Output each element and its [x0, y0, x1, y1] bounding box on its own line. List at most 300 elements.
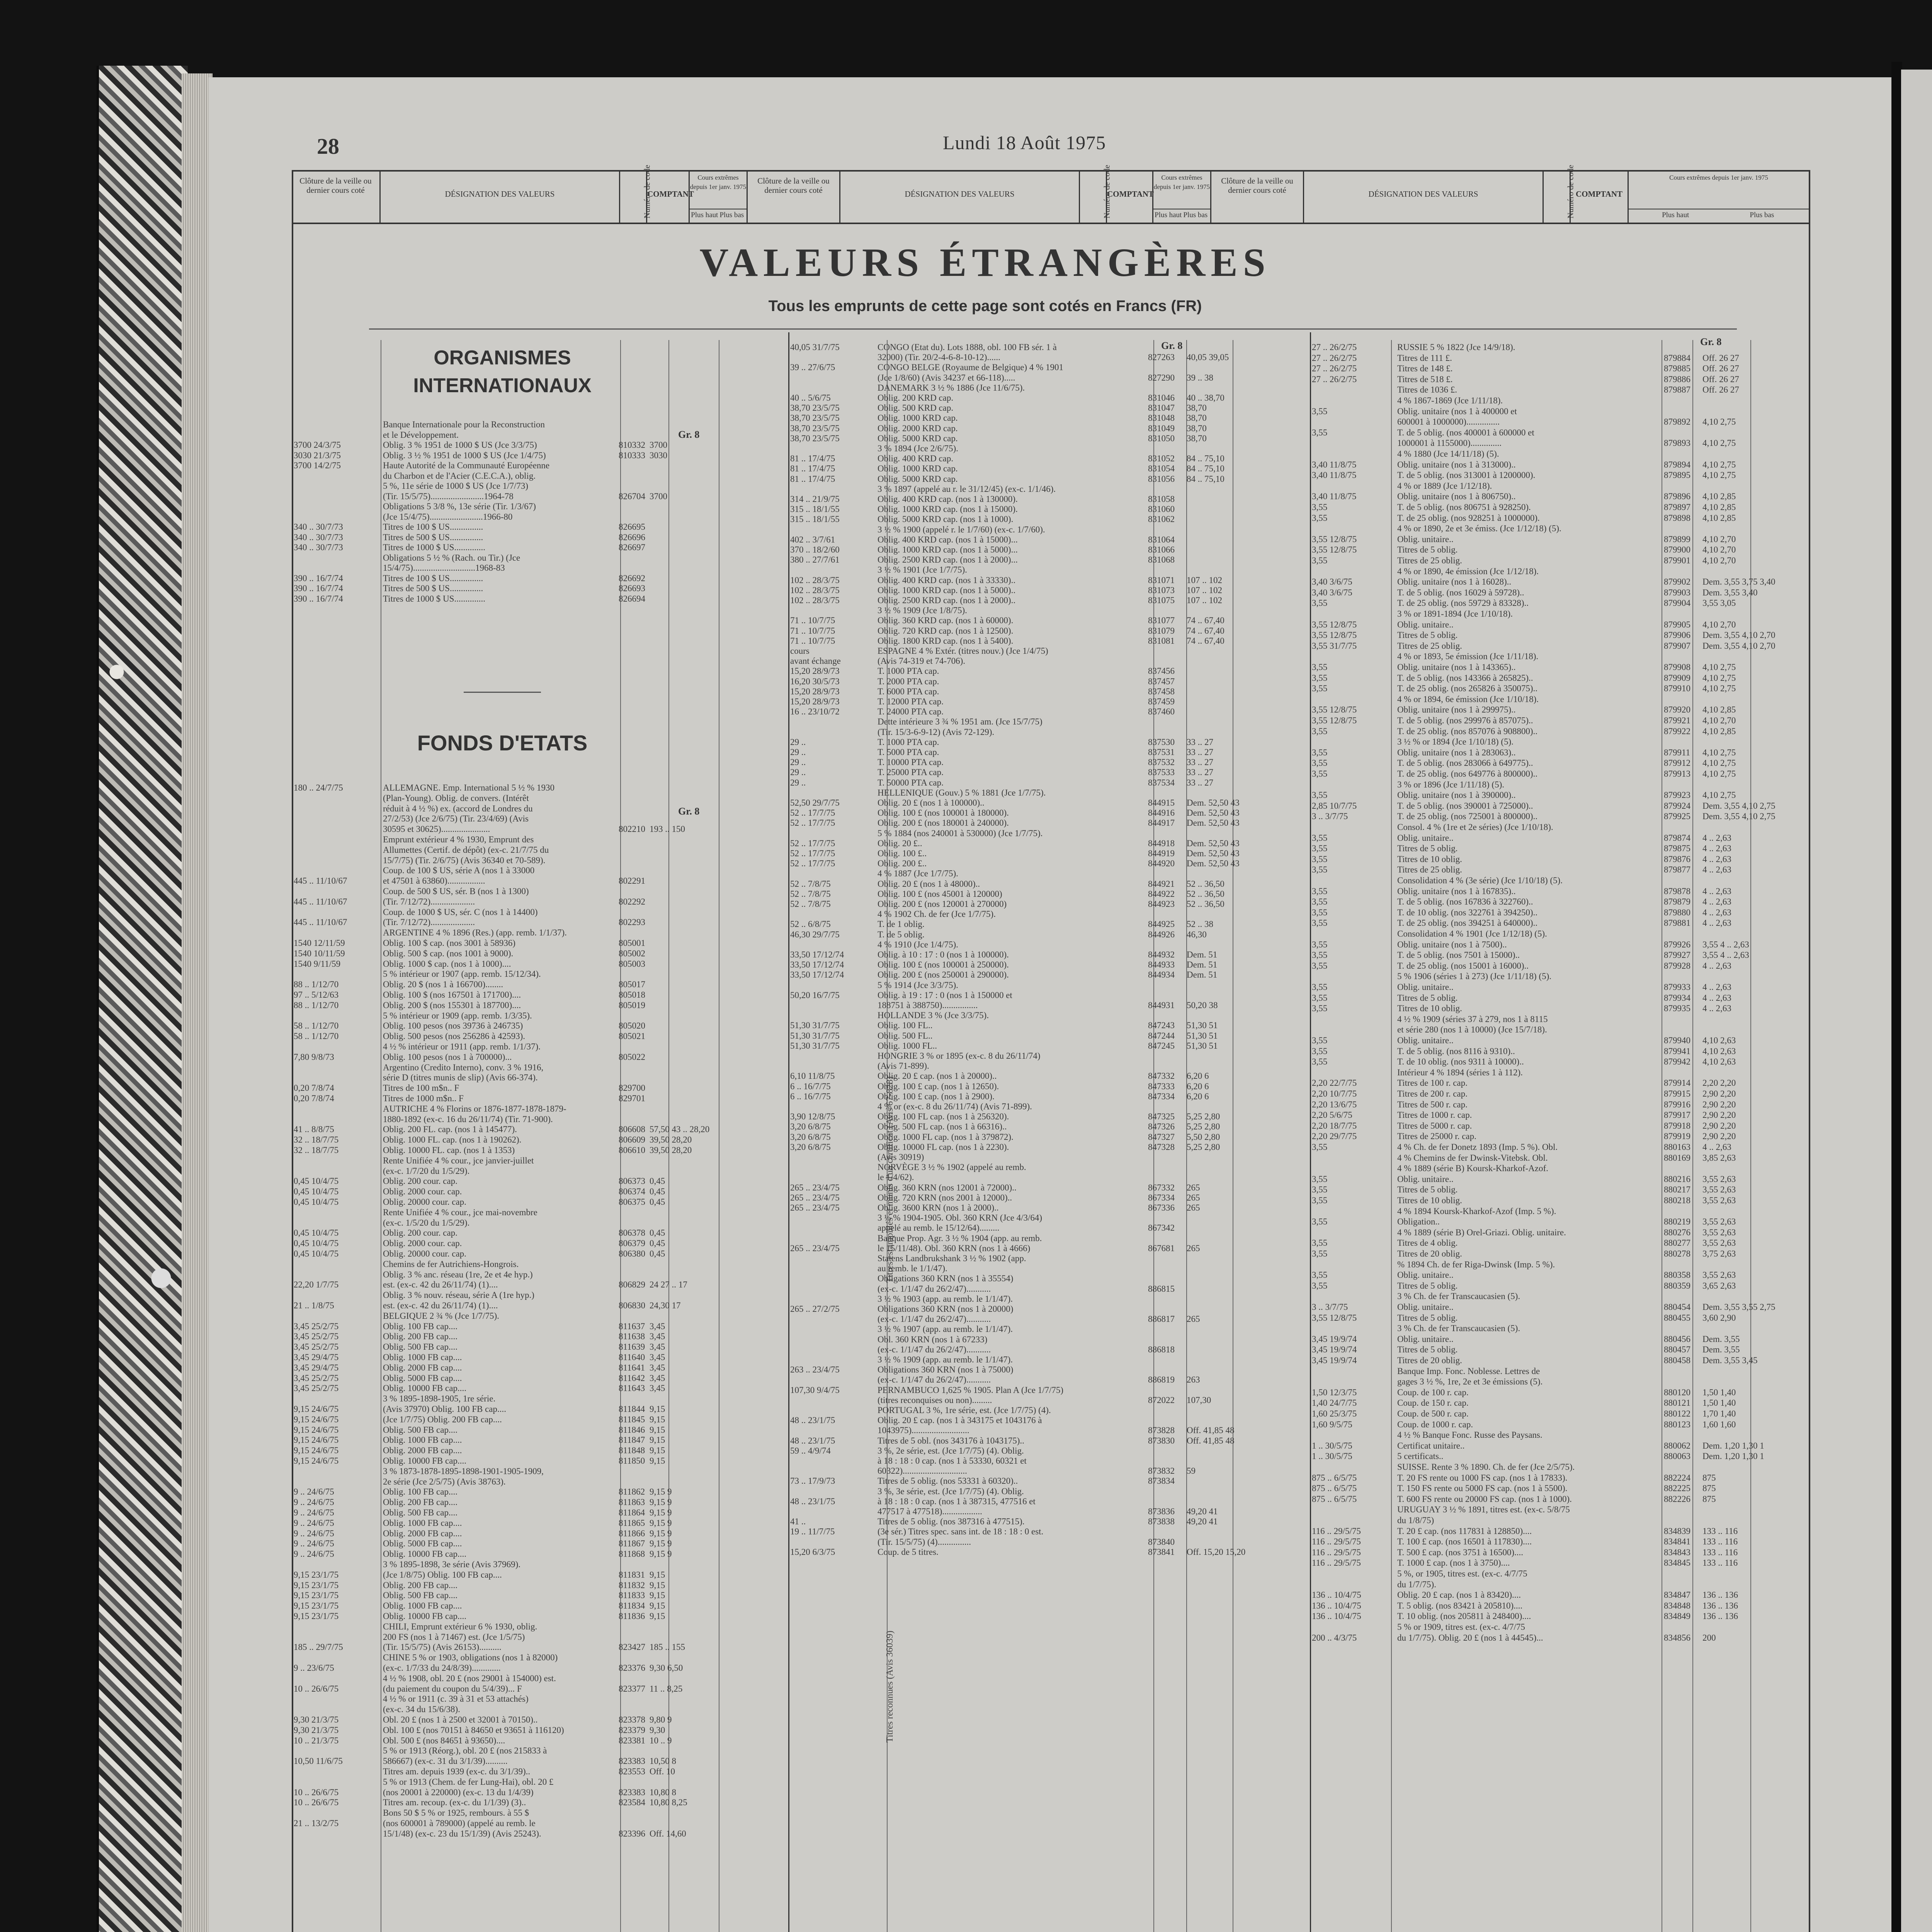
- listing-designation: Coup. de 150 r. cap.: [1397, 1398, 1469, 1408]
- listing-cloture: 3,55: [1312, 1270, 1328, 1280]
- listing-prices: Dem. 3,55 4,10 2,75: [1702, 811, 1776, 821]
- listing-prices: Off. 14,60: [650, 1828, 686, 1838]
- listing-prices: 49,20 41: [1187, 1517, 1218, 1527]
- listing-designation: Oblig. 20 £ cap. (nos 1 à 343175 et 1043176 à: [878, 1415, 1042, 1425]
- listing-prices: 9,15: [650, 1611, 665, 1621]
- listing-code: 879924: [1664, 801, 1690, 811]
- listing-designation: du 1/8/75): [1397, 1515, 1434, 1525]
- listing-row: [1312, 747, 1812, 758]
- listing-row: [294, 532, 748, 543]
- listing-row: [294, 1145, 748, 1155]
- listing-designation: T. de 5 oblig. (nos 806751 à 928250).: [1397, 502, 1531, 512]
- listing-prices: 265: [1187, 1192, 1200, 1202]
- listing-row: [790, 585, 1312, 595]
- listing-row: [1312, 1302, 1812, 1312]
- listing-prices: 3030: [650, 450, 667, 460]
- listing-prices: 51,30 51: [1187, 1031, 1218, 1041]
- listing-cloture: 3,40 3/6/75: [1312, 587, 1352, 597]
- listing-prices: 875: [1702, 1483, 1716, 1493]
- listing-code: 837456: [1148, 666, 1175, 676]
- hellenique-certificate-note: Titres estampillés et munis d'un certificat (Avis 67-828): [885, 1076, 895, 1283]
- listing-row: [1312, 1633, 1812, 1643]
- listing-designation: Oblig. 1000 KRD cap. (nos 1 à 5000)..: [878, 585, 1016, 595]
- listing-designation: à 18 : 18 : 0 cap. (nos 1 à 53330, 60321 et: [878, 1456, 1027, 1466]
- listing-prices: 1,50 1,40: [1702, 1387, 1736, 1397]
- listing-prices: 4 .. 2,63: [1702, 961, 1731, 971]
- listing-row: [1312, 1483, 1812, 1493]
- group-label: Gr. 8: [1161, 340, 1183, 351]
- listing-prices: 9,15: [650, 1601, 665, 1611]
- listing-code: 879899: [1664, 534, 1690, 544]
- listing-designation: T. 6000 PTA cap.: [878, 686, 939, 696]
- listing-cloture: 81 .. 17/4/75: [790, 454, 835, 464]
- listing-designation: Oblig. 100 $ cap. (nos 3001 à 58936): [383, 938, 516, 948]
- listing-row: [1312, 1526, 1812, 1536]
- listing-designation: (Jce 1/8/60) (Avis 34237 et 66-118).....: [878, 372, 1015, 383]
- listing-row: [294, 1352, 748, 1362]
- listing-designation: Oblig. unitaire..: [1397, 1036, 1454, 1045]
- listing-cloture: 27 .. 26/2/75: [1312, 353, 1357, 363]
- listing-prices: 133 .. 116: [1702, 1547, 1738, 1557]
- listing-designation: (nos 600001 à 789000) (appelé au remb. le: [383, 1818, 536, 1828]
- listing-prices: 52 .. 36,50: [1187, 899, 1225, 909]
- listing-row: [1312, 417, 1812, 427]
- listing-cloture: 3,45 19/9/74: [1312, 1334, 1357, 1344]
- listing-row: [790, 787, 1312, 798]
- listing-cloture: 265 .. 23/4/75: [790, 1203, 840, 1213]
- listing-row: [294, 1207, 748, 1218]
- listing-row: [1312, 1387, 1812, 1398]
- listing-code: 879878: [1664, 886, 1690, 896]
- listing-code: 811642: [619, 1373, 645, 1383]
- listing-row: [790, 1233, 1312, 1243]
- listing-row: [294, 1321, 748, 1332]
- listing-code: 811848: [619, 1446, 645, 1456]
- listing-designation: Oblig. 200 KRD cap.: [878, 393, 954, 403]
- listing-prices: 9,15: [650, 1425, 665, 1435]
- listing-row: [294, 793, 748, 803]
- listing-row: [1312, 1121, 1812, 1131]
- listing-row: [1312, 395, 1812, 406]
- listing-row: [790, 1243, 1312, 1253]
- listing-designation: 200 FS (nos 1 à 71467) est. (Jce 1/5/75): [383, 1632, 525, 1642]
- listing-designation: T. de 5 oblig. (nos 390001 à 725000)..: [1397, 801, 1533, 811]
- listing-cloture: 6,10 11/8/75: [790, 1071, 835, 1081]
- listing-code: 879897: [1664, 502, 1690, 512]
- listing-row: [1312, 641, 1812, 651]
- listing-prices: 3,55 2,63: [1702, 1196, 1736, 1205]
- listing-code: 882225: [1664, 1483, 1690, 1493]
- listing-row: [1312, 1142, 1812, 1152]
- listing-row: [294, 1714, 748, 1725]
- listing-cloture: 314 .. 21/9/75: [790, 494, 840, 504]
- listing-row: [294, 1663, 748, 1673]
- listing-designation: et le Développement.: [383, 430, 459, 440]
- listing-designation: Oblig. 2000 cour. cap.: [383, 1187, 462, 1197]
- listing-designation: (ex-c. 1/7/33 du 24/8/39).............: [383, 1663, 501, 1673]
- listing-code: 834845: [1664, 1558, 1690, 1568]
- listing-designation: Oblig. 5000 KRD cap. (nos 1 à 1000).: [878, 514, 1014, 524]
- listing-code: 823377: [619, 1684, 645, 1694]
- listing-row: [1312, 939, 1812, 950]
- listing-row: [294, 450, 748, 461]
- listing-row: [294, 865, 748, 876]
- listing-cloture: 3,40 11/8/75: [1312, 459, 1357, 469]
- listing-row: [294, 845, 748, 855]
- listing-row: [1312, 1056, 1812, 1067]
- listing-designation: T. de 5 oblig. (nos 313001 à 1200000).: [1397, 470, 1536, 480]
- listing-designation: Oblig. 1000 FL. cap. (nos 1 à 190262).: [383, 1135, 522, 1145]
- listing-cloture: 3,90 12/8/75: [790, 1112, 835, 1122]
- listing-code: 867336: [1148, 1203, 1175, 1213]
- listing-cloture: 3,55: [1312, 982, 1328, 992]
- listing-code: 886818: [1148, 1344, 1175, 1354]
- listing-code: 844933: [1148, 960, 1175, 970]
- listing-cloture: 3,40 11/8/75: [1312, 470, 1357, 480]
- listing-code: 879911: [1664, 747, 1690, 757]
- listing-row: [1312, 630, 1812, 640]
- listing-code: 873838: [1148, 1517, 1175, 1527]
- listing-cloture: 9 .. 24/6/75: [294, 1497, 334, 1507]
- listing-prices: 1,50 1,40: [1702, 1398, 1736, 1408]
- listing-cloture: 3,55: [1312, 747, 1328, 757]
- listing-designation: 3 % Ch. de fer Transcaucasien (5).: [1397, 1291, 1520, 1301]
- listing-cloture: 15,20 28/9/73: [790, 697, 840, 706]
- listing-prices: 33 .. 27: [1187, 767, 1213, 777]
- listing-row: [294, 1632, 748, 1642]
- listing-designation: ARGENTINE 4 % 1896 (Res.) (app. remb. 1/1/37).: [383, 928, 567, 938]
- listing-cloture: 3,55 12/8/75: [1312, 630, 1357, 640]
- listing-cloture: 315 .. 18/1/55: [790, 514, 840, 524]
- listing-code: 879884: [1664, 353, 1690, 363]
- listing-designation: Oblig. 20000 cour. cap.: [383, 1197, 466, 1207]
- listing-prices: 4,10 2,75: [1702, 790, 1736, 800]
- listing-designation: Oblig. unitaire (nos 1 à 167835)..: [1397, 886, 1516, 896]
- listing-row: [790, 544, 1312, 555]
- listing-designation: (ex-c. 1/5/20 du 1/5/29).: [383, 1218, 470, 1228]
- listing-code: 806608: [619, 1124, 645, 1134]
- listing-designation: Titres de 5 oblig.: [1397, 630, 1458, 640]
- listing-prices: 9,15: [650, 1570, 665, 1580]
- listing-prices: 3700: [650, 491, 667, 501]
- listing-designation: 3 ½ % 1901 (Jce 1/7/75).: [878, 565, 967, 575]
- listing-cloture: 9 .. 24/6/75: [294, 1518, 334, 1528]
- listing-row: [1312, 342, 1812, 352]
- listing-designation: Oblig. 500 pesos (nos 256286 à 42593).: [383, 1031, 525, 1041]
- listing-row: [790, 949, 1312, 960]
- listing-code: 879935: [1664, 1003, 1690, 1014]
- listing-designation: 3 % 1895-1898-1905, 1re série.: [383, 1394, 496, 1404]
- listing-prices: 265: [1187, 1182, 1200, 1192]
- listing-code: 873834: [1148, 1476, 1175, 1486]
- listing-cloture: 0,45 10/4/75: [294, 1176, 339, 1186]
- listing-row: [294, 1538, 748, 1549]
- listing-cloture: 102 .. 28/3/75: [790, 595, 840, 605]
- listing-designation: (ex-c. 1/1/47 du 26/2/47)...........: [878, 1314, 991, 1324]
- listing-designation: 4 % 1889 (série B) Koursk-Kharkof-Azof.: [1397, 1163, 1548, 1173]
- listing-row: [1312, 1568, 1812, 1579]
- listing-row: [294, 907, 748, 917]
- listing-row: [790, 1547, 1312, 1557]
- listing-cloture: 3,55: [1312, 865, 1328, 875]
- listing-designation: Oblig. unitaire..: [1397, 619, 1454, 629]
- listing-code: 879942: [1664, 1057, 1690, 1067]
- listing-designation: Oblig. 3 % 1951 de 1000 $ US (Jce 3/3/75): [383, 440, 537, 450]
- listing-row: [790, 1405, 1312, 1415]
- listing-prices: 38,70: [1187, 413, 1207, 423]
- listing-row: [294, 948, 748, 959]
- listing-designation: T. 1000 £ cap. (nos 1 à 3750)....: [1397, 1558, 1510, 1568]
- listing-prices: 50,20 38: [1187, 1000, 1218, 1010]
- listing-designation: 27/2/53) (Jce 2/6/75) (Tir. 23/4/69) (Avis: [383, 814, 529, 824]
- listing-designation: T. de 5 oblig. (nos 299976 à 857075)..: [1397, 716, 1533, 725]
- listing-cloture: 3,55 12/8/75: [1312, 716, 1357, 725]
- listing-row: [1312, 790, 1812, 800]
- listing-row: [294, 1176, 748, 1186]
- listing-designation: Coup. de 500 r. cap.: [1397, 1409, 1469, 1418]
- listing-cloture: 3,45 19/9/74: [1312, 1355, 1357, 1365]
- listing-prices: 200: [1702, 1633, 1716, 1643]
- listing-cloture: 315 .. 18/1/55: [790, 504, 840, 514]
- listing-code: 805001: [619, 938, 645, 948]
- listing-prices: 3,75 2,63: [1702, 1249, 1736, 1259]
- listing-designation: Oblig. 5000 FB cap....: [383, 1373, 462, 1383]
- listing-code: 880456: [1664, 1334, 1690, 1344]
- listing-designation: Titres de 148 £.: [1397, 364, 1453, 374]
- listing-designation: Coup. de 5 titres.: [878, 1547, 939, 1557]
- listing-designation: 3 ½ % 1903 (app. au remb. le 1/1/47).: [878, 1294, 1013, 1304]
- listing-code: 847245: [1148, 1041, 1175, 1051]
- listing-code: 811844: [619, 1404, 645, 1414]
- listing-designation: 600001 à 1000000)...............: [1397, 417, 1500, 427]
- listing-prices: 4,10 2,70: [1702, 556, 1736, 565]
- listing-code: 831066: [1148, 545, 1175, 554]
- listing-designation: Oblig. unitaire (nos 1 à 299975)..: [1397, 705, 1516, 715]
- listing-row: [294, 1528, 748, 1539]
- listing-designation: Oblig. 5000 FB cap....: [383, 1539, 462, 1549]
- listing-row: [1312, 1440, 1812, 1451]
- listing-code: 879917: [1664, 1110, 1690, 1120]
- listing-code: 879880: [1664, 907, 1690, 917]
- listing-prices: 0,45: [650, 1187, 665, 1197]
- listing-prices: 4 .. 2,63: [1702, 993, 1731, 1003]
- listing-code: 831079: [1148, 626, 1175, 636]
- listing-designation: T. de 5 oblig. (nos 8116 à 9310)..: [1397, 1046, 1515, 1056]
- listing-cloture: 33,50 17/12/74: [790, 970, 844, 980]
- listing-prices: 4,10 2,75: [1702, 747, 1736, 757]
- listing-designation: est. (ex-c. 42 du 26/11/74) (1)....: [383, 1301, 498, 1310]
- listing-cloture: 3,55: [1312, 854, 1328, 864]
- listing-prices: Dem. 3,55 3,55 2,75: [1702, 1302, 1776, 1312]
- listing-designation: 3 %, 3e série, est. (Jce 1/7/75) (4). Oblig.: [878, 1486, 1024, 1496]
- title-rule: [369, 328, 1737, 330]
- listing-designation: Oblig. 100 £ (nos 100001 à 180000).: [878, 808, 1009, 818]
- listing-cloture: 7,80 9/8/73: [294, 1052, 334, 1062]
- listing-cloture: 390 .. 16/7/74: [294, 583, 343, 593]
- listing-prices: Dem. 51: [1187, 960, 1218, 970]
- listing-designation: Consol. 4 % (1re et 2e séries) (Jce 1/10/18).: [1397, 822, 1553, 832]
- listing-cloture: 3,40 11/8/75: [1312, 492, 1357, 502]
- listing-row: [294, 1404, 748, 1414]
- listing-designation: T. de 5 oblig. (nos 143366 à 265825)..: [1397, 673, 1533, 683]
- listing-row: [790, 1213, 1312, 1223]
- listing-designation: T. 12000 PTA cap.: [878, 697, 944, 706]
- listing-cloture: 3,55: [1312, 897, 1328, 907]
- listing-designation: Oblig. unitaire (nos 1 à 806750)..: [1397, 492, 1516, 502]
- listing-prices: 4,10 2,85: [1702, 726, 1736, 736]
- listing-prices: 0,45: [650, 1249, 665, 1259]
- listing-row: [1312, 726, 1812, 736]
- listing-row: [790, 1041, 1312, 1051]
- listing-code: 837457: [1148, 676, 1175, 686]
- listing-prices: 875: [1702, 1473, 1716, 1483]
- listing-row: [1312, 598, 1812, 608]
- listing-row: [790, 1263, 1312, 1274]
- listing-designation: 2e série (Jce 2/5/75) (Avis 38763).: [383, 1476, 506, 1486]
- listing-row: [294, 1248, 748, 1259]
- listing-designation: Titres de 100 $ US...............: [383, 522, 483, 532]
- listing-designation: 4 ½ % or 1911 (c. 39 à 31 et 53 attachés): [383, 1694, 529, 1704]
- listing-row: [790, 818, 1312, 828]
- listing-code: 811863: [619, 1497, 645, 1507]
- listing-cloture: 380 .. 27/7/61: [790, 555, 840, 565]
- listing-row: [790, 605, 1312, 616]
- listing-designation: T. de 10 oblig. (nos 9311 à 10000)..: [1397, 1057, 1524, 1067]
- listing-designation: Titres de 100 m$n.. F: [383, 1083, 459, 1093]
- listing-code: 879902: [1664, 577, 1690, 587]
- listing-cloture: 9 .. 24/6/75: [294, 1487, 334, 1497]
- listing-code: 844916: [1148, 808, 1175, 818]
- listing-cloture: 3,55: [1312, 1249, 1328, 1259]
- listing-cloture: 107,30 9/4/75: [790, 1385, 840, 1395]
- listing-row: [1312, 811, 1812, 821]
- listing-code: 879919: [1664, 1131, 1690, 1141]
- listing-designation: 3 % 1894 (Jce 2/6/75).: [878, 444, 958, 453]
- listing-code: 886815: [1148, 1284, 1175, 1294]
- listing-cloture: 9,15 24/6/75: [294, 1435, 339, 1445]
- listing-prices: 9,15 9: [650, 1487, 672, 1497]
- listing-designation: Oblig. 10000 FL cap. (nos 1 à 2230).: [878, 1142, 1009, 1152]
- listing-code: 831052: [1148, 454, 1175, 464]
- listing-row: [1312, 1153, 1812, 1163]
- listing-designation: Titres de 500 $ US...............: [383, 532, 483, 542]
- listing-designation: T. 20 FS rente ou 1000 FS cap. (nos 1 à 17833).: [1397, 1473, 1568, 1483]
- listing-code: 880454: [1664, 1302, 1690, 1312]
- listing-code: 880121: [1664, 1398, 1690, 1408]
- listing-code: 811847: [619, 1435, 645, 1445]
- listing-cloture: 3,55: [1312, 1217, 1328, 1227]
- listing-code: 880277: [1664, 1238, 1690, 1248]
- listing-designation: Titres de 500 $ US...............: [383, 583, 483, 593]
- listing-row: [1312, 1291, 1812, 1301]
- listing-code: 826696: [619, 532, 645, 542]
- listing-code: 844925: [1148, 919, 1175, 929]
- listing-cloture: 9,15 23/1/75: [294, 1611, 339, 1621]
- listing-designation: Oblig. unitaire..: [1397, 833, 1454, 843]
- listing-prices: Off. 26 27: [1702, 353, 1739, 363]
- listing-cloture: 3,55 31/7/75: [1312, 641, 1357, 651]
- listing-designation: Oblig. unitaire (nos 1 à 143365)..: [1397, 662, 1516, 672]
- listing-row: [294, 1497, 748, 1507]
- listing-cloture: 102 .. 28/3/75: [790, 585, 840, 595]
- section-rule: [464, 692, 541, 693]
- listing-row: [1312, 1622, 1812, 1632]
- listing-row: [790, 595, 1312, 605]
- listing-row: [1312, 1131, 1812, 1141]
- listing-code: 847243: [1148, 1020, 1175, 1031]
- listing-code: 879912: [1664, 758, 1690, 768]
- listing-row: [1312, 619, 1812, 630]
- listing-row: [294, 1311, 748, 1321]
- listing-code: 831073: [1148, 585, 1175, 595]
- listing-prices: 9,15: [650, 1590, 665, 1600]
- listing-prices: 11 .. 8,25: [650, 1684, 683, 1694]
- listing-prices: 3,55 4 .. 2,63: [1702, 950, 1749, 960]
- listing-row: [790, 1435, 1312, 1446]
- listing-cloture: 41 .. 8/8/75: [294, 1124, 334, 1134]
- listing-cloture: 265 .. 23/4/75: [790, 1243, 840, 1253]
- listing-cloture: 3,55: [1312, 513, 1328, 523]
- listing-row: [1312, 982, 1812, 992]
- listing-prices: 4 .. 2,63: [1702, 897, 1731, 907]
- listing-prices: 2,90 2,20: [1702, 1131, 1736, 1141]
- listing-prices: 3700: [650, 440, 667, 450]
- listing-designation: (Tir. 15/5/75) (4)...............: [878, 1537, 971, 1547]
- listing-row: [1312, 1473, 1812, 1483]
- listing-prices: 185 .. 155: [650, 1642, 685, 1652]
- listing-row: [790, 828, 1312, 838]
- listing-designation: T. 2000 PTA cap.: [878, 676, 939, 686]
- cloture-header: Clôture de la veille ou dernier cours coté: [748, 170, 840, 223]
- listing-cloture: 3,55: [1312, 1196, 1328, 1205]
- listing-row: [790, 969, 1312, 980]
- listing-designation: 3 % 1897 (appelé au r. le 31/12/45) (ex-c. 1/1/46).: [878, 484, 1056, 494]
- listing-prices: 4,10 2,70: [1702, 619, 1736, 629]
- listing-cloture: 97 .. 5/12/63: [294, 990, 339, 1000]
- listing-prices: 74 .. 67,40: [1187, 626, 1225, 636]
- listing-designation: Oblig. unitaire (nos 1 à 400000 et: [1397, 406, 1517, 416]
- listing-row: [294, 471, 748, 481]
- listing-code: 831071: [1148, 575, 1175, 585]
- listing-row: [790, 1516, 1312, 1527]
- listing-row: [1312, 577, 1812, 587]
- listing-code: 811862: [619, 1487, 645, 1497]
- listing-designation: Oblig. 1000 FB cap....: [383, 1601, 462, 1611]
- listing-designation: le 1/4/62).: [878, 1172, 914, 1182]
- listing-cloture: 3,55 12/8/75: [1312, 545, 1357, 555]
- listing-code: 811865: [619, 1518, 645, 1528]
- listing-row: [1312, 1281, 1812, 1291]
- listing-designation: Titres de 1000 $ US..............: [383, 543, 485, 552]
- listing-code: 811866: [619, 1528, 645, 1538]
- listing-row: [790, 919, 1312, 929]
- listing-prices: 3,45: [650, 1362, 665, 1372]
- listing-designation: Obl. 100 £ (nos 70151 à 84650 et 93651 à 116120): [383, 1725, 564, 1735]
- listing-prices: Dem. 3,55 3,40: [1702, 587, 1758, 597]
- listing-row: [790, 1253, 1312, 1264]
- listing-cloture: 51,30 31/7/75: [790, 1031, 840, 1041]
- listing-prices: Dem. 52,50 43: [1187, 808, 1240, 818]
- listing-prices: 4 .. 2,63: [1702, 833, 1731, 843]
- listing-prices: 10 .. 9: [650, 1735, 672, 1745]
- listing-row: [294, 1507, 748, 1518]
- listing-code: 847244: [1148, 1031, 1175, 1041]
- listing-row: [790, 615, 1312, 626]
- listing-row: [294, 876, 748, 886]
- listing-row: [294, 1694, 748, 1704]
- listing-designation: Oblig. 100 pesos (nos 39736 à 246735): [383, 1021, 523, 1031]
- listing-row: [1312, 609, 1812, 619]
